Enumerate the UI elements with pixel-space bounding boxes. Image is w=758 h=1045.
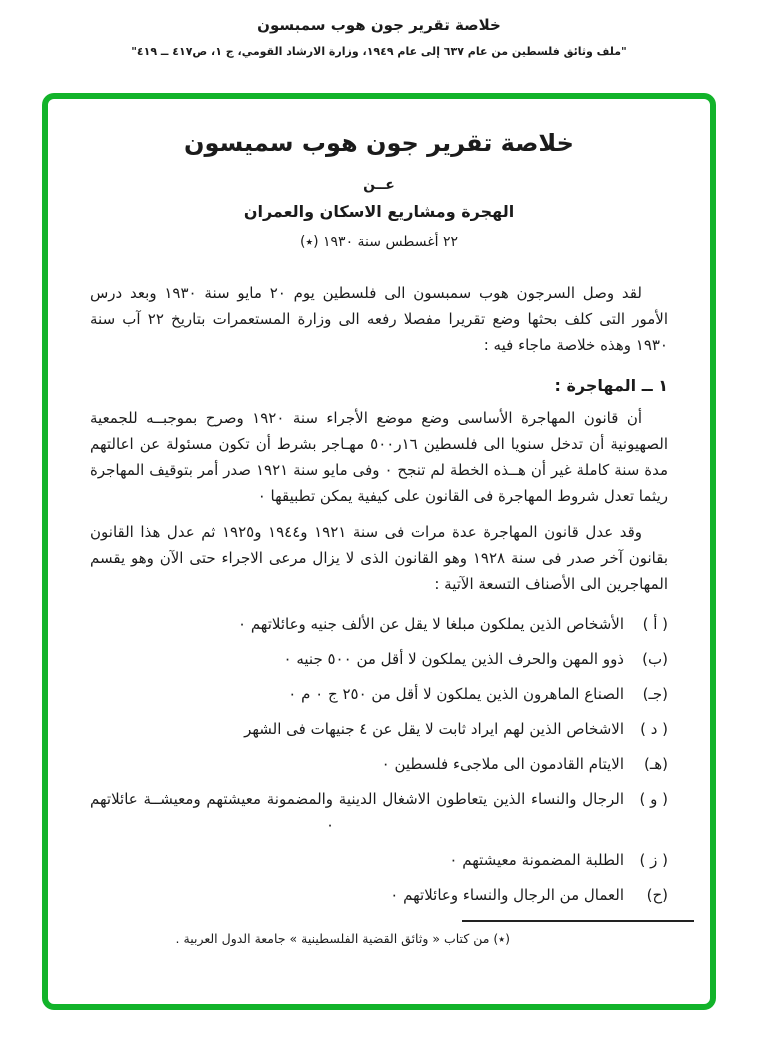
item-text: الطلبة المضمونة معيشتهم ٠	[449, 851, 624, 869]
document-subject: الهجرة ومشاريع الاسكان والعمران	[243, 202, 515, 221]
item-marker: ( أ )	[642, 615, 668, 633]
item-marker: ( و )	[639, 790, 668, 808]
item-text: ذوو المهن والحرف الذين يملكون لا أقل من ٥٠٠ جنيه ٠	[283, 650, 624, 668]
item-text: الاشخاص الذين لهم ايراد ثابت لا يقل عن ٤ جنيهات فى الشهر	[244, 720, 624, 738]
item-text: الصناع الماهرون الذين يملكون لا أقل من ٢٥٠ ج ٠ م ٠	[288, 685, 624, 703]
item-text: الأشخاص الذين يملكون مبلغا لا يقل عن الألف جنيه وعائلاتهم ٠	[237, 615, 624, 633]
page-header-title: خلاصة تقرير جون هوب سمبسون	[257, 16, 501, 34]
list-item	[90, 681, 668, 707]
footnote-rule	[462, 920, 694, 922]
item-text: الايتام القادمون الى ملاجىء فلسطين ٠	[381, 755, 624, 773]
document-title: خلاصة تقرير جون هوب سميسون	[184, 129, 574, 157]
document-preposition: عــن	[363, 177, 395, 193]
list-item	[90, 611, 668, 637]
document-date-line: ٢٢ أغسطس سنة ١٩٣٠ (٭)	[300, 234, 458, 250]
list-item	[90, 882, 668, 908]
item-marker: (هـ)	[643, 755, 668, 773]
item-marker: ( د )	[640, 720, 668, 738]
list-item	[90, 786, 668, 838]
section-1-paragraph-2: وقد عدل قانون المهاجرة عدة مرات فى سنة ١٩٢١ و١٩٤٤ و١٩٢٥ ثم عدل هذا القانون بقانون آخر صدر فى سنة ١٩٢٨ وهو القانون الذى لا يزال مرعى الاجراء حتى الآن وهو يقسم المهاجرين الى الأصناف التسعة الآتية :	[90, 523, 669, 593]
item-text: العمال من الرجال والنساء وعائلاتهم ٠	[390, 886, 624, 904]
page-header	[0, 0, 758, 58]
item-marker: ( ز )	[639, 851, 668, 869]
immigrant-category-list	[90, 611, 668, 908]
section-1-paragraph-1: أن قانون المهاجرة الأساسى وضع موضع الأجراء سنة ١٩٢٠ وصرح بموجبــه للجمعية الصهيونية أن تدخل سنويا الى فلسطين ١٦ر٥٠٠ مهـاجر بشرط أن تكون مسئولة عن اعالتهم مدة سنة كاملة غير أن هــذه الخطة لم تنجح ٠ وفى مايو سنة ١٩٢١ صدر أمر بتوقيف المهاجرة ريثما تعدل شروط المهاجرة فى القانون على كيفية يمكن تطبيقها ٠	[90, 409, 669, 505]
list-item	[90, 716, 668, 742]
footnote: (٭) من كتاب « وثائق القضية الفلسطينية » جامعة الدول العربية .	[175, 931, 510, 946]
list-item	[90, 646, 668, 672]
intro-paragraph: لقد وصل السرجون هوب سمبسون الى فلسطين يوم ٢٠ مايو سنة ١٩٣٠ وبعد درس الأمور التى كلف بحثها وضع تقريرا مفصلا رفعه الى وزارة المستعمرات بتاريخ ٢٢ آب سنة ١٩٣٠ وهذه خلاصة ماجاء فيه :	[90, 284, 668, 354]
list-item	[90, 751, 668, 777]
document-frame	[42, 93, 716, 1010]
item-marker: (جـ)	[642, 685, 668, 703]
item-marker: (ب)	[642, 650, 668, 668]
source-citation: "ملف وثائق فلسطين من عام ٦٣٧ إلى عام ١٩٤٩، وزارة الارشاد القومي، ج ١، ص٤١٧ ــ ٤١٩"	[131, 45, 627, 58]
section-1-heading: ١ ــ المهاجرة :	[554, 376, 668, 395]
item-marker: (ح)	[646, 886, 668, 904]
list-item	[90, 847, 668, 873]
item-text: الرجال والنساء الذين يتعاطون الاشغال الدينية والمضمونة معيشتهم ومعيشــة عائلاتهم ٠	[90, 790, 624, 834]
